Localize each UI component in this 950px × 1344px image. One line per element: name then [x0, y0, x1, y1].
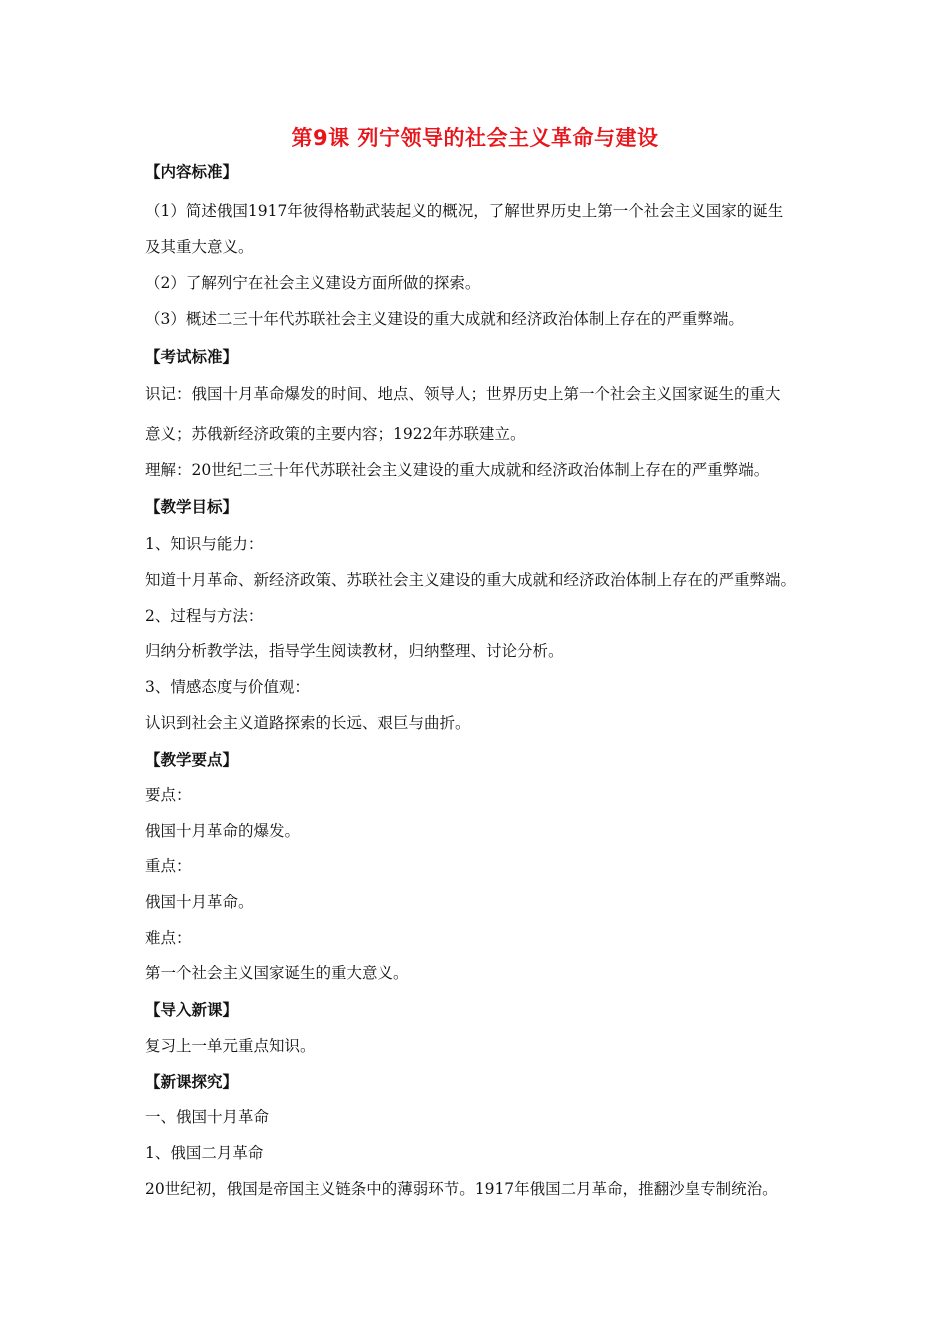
body-line: 知道十月革命、新经济政策、苏联社会主义建设的重大成就和经济政治体制上存在的严重弊端。 — [145, 571, 797, 589]
body-line: 意义；苏俄新经济政策的主要内容；1922年苏联建立。 — [145, 425, 526, 443]
body-line: 1、知识与能力： — [145, 535, 264, 553]
body-line: （3）概述二三十年代苏联社会主义建设的重大成就和经济政治体制上存在的严重弊端。 — [145, 310, 744, 328]
body-line: 及其重大意义。 — [145, 238, 254, 256]
body-line: （2）了解列宁在社会主义建设方面所做的探索。 — [145, 274, 481, 292]
section-heading: 【新课探究】 — [145, 1073, 239, 1091]
body-line: 一、俄国十月革命 — [145, 1108, 270, 1126]
body-line: 识记：俄国十月革命爆发的时间、地点、领导人；世界历史上第一个社会主义国家诞生的重大 — [145, 385, 781, 403]
body-line: （1）简述俄国1917年彼得格勒武装起义的概况，了解世界历史上第一个社会主义国家的诞生 — [145, 202, 784, 220]
body-line: 1、俄国二月革命 — [145, 1144, 264, 1162]
body-line: 俄国十月革命的爆发。 — [145, 822, 301, 840]
section-heading: 【教学要点】 — [145, 751, 239, 769]
body-line: 归纳分析教学法，指导学生阅读教材，归纳整理、讨论分析。 — [145, 642, 564, 660]
body-line: 俄国十月革命。 — [145, 893, 254, 911]
body-line: 复习上一单元重点知识。 — [145, 1037, 316, 1055]
section-heading: 【导入新课】 — [145, 1001, 239, 1019]
body-line: 20世纪初，俄国是帝国主义链条中的薄弱环节。1917年俄国二月革命，推翻沙皇专制统治。 — [145, 1180, 778, 1198]
body-line: 要点： — [145, 786, 192, 804]
body-line: 3、情感态度与价值观： — [145, 678, 310, 696]
body-line: 难点： — [145, 929, 192, 947]
section-heading: 【教学目标】 — [145, 498, 239, 516]
section-heading: 【考试标准】 — [145, 348, 239, 366]
body-line: 认识到社会主义道路探索的长远、艰巨与曲折。 — [145, 714, 471, 732]
document-title: 第9课 列宁领导的社会主义革命与建设 — [291, 126, 659, 150]
section-heading: 【内容标准】 — [145, 163, 239, 181]
body-line: 2、过程与方法： — [145, 607, 264, 625]
body-line: 重点： — [145, 857, 192, 875]
body-line: 理解：20世纪二三十年代苏联社会主义建设的重大成就和经济政治体制上存在的严重弊端。 — [145, 461, 770, 479]
body-line: 第一个社会主义国家诞生的重大意义。 — [145, 964, 409, 982]
